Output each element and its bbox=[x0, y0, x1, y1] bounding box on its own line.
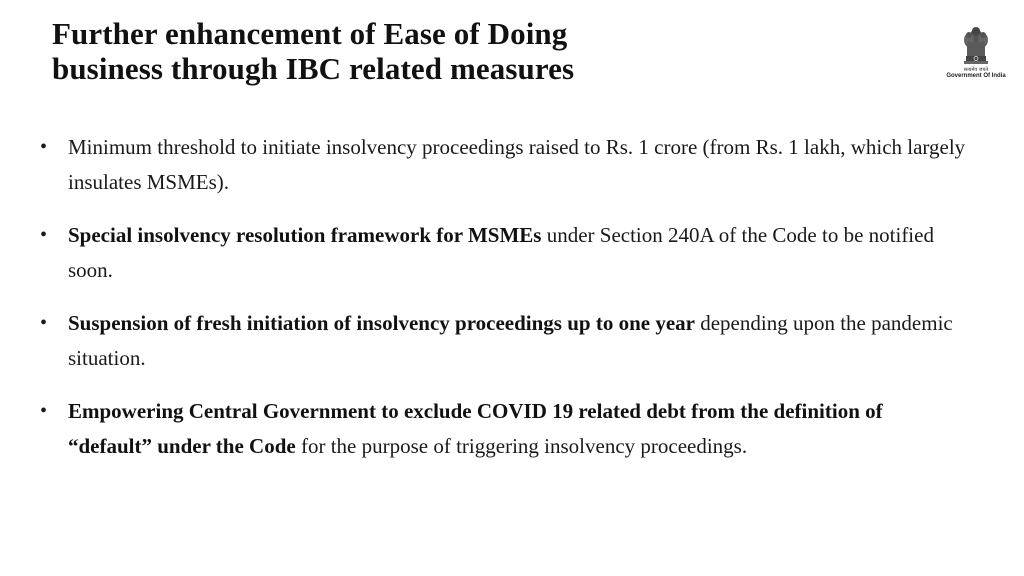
government-emblem bbox=[944, 22, 1008, 92]
emblem-caption: Government Of India bbox=[946, 73, 1006, 79]
ashoka-emblem-icon bbox=[961, 22, 991, 66]
bullet-bold-text: Special insolvency resolution framework for MSMEs bbox=[68, 223, 542, 247]
bullet-marker: • bbox=[40, 400, 48, 422]
slide-title-line-2: business through IBC related measures bbox=[52, 51, 575, 86]
bullet-item bbox=[40, 218, 970, 288]
bullet-bold-text: Suspension of fresh initiation of insolvency proceedings up to one year bbox=[68, 311, 695, 335]
bullet-item bbox=[40, 394, 970, 464]
bullet-text: for the purpose of triggering insolvency proceedings. bbox=[295, 434, 748, 458]
bullet-marker: • bbox=[40, 224, 48, 246]
bullet-bold-text: Empowering Central Government to exclude COVID 19 related debt from the definition of “default” under the Code bbox=[68, 399, 883, 458]
bullet-text: depending upon the pandemic situation. bbox=[68, 311, 953, 370]
bullet-text: Minimum threshold to initiate insolvency proceedings raised to Rs. 1 crore (from Rs. 1 lakh, which largely insulates MSMEs). bbox=[68, 135, 966, 194]
slide-title bbox=[52, 16, 872, 86]
emblem-motto: सत्यमेव जयते bbox=[963, 67, 989, 73]
bullet-list bbox=[40, 130, 970, 482]
bullet-item bbox=[40, 306, 970, 376]
bullet-marker: • bbox=[40, 312, 48, 334]
slide-title-line-1: Further enhancement of Ease of Doing bbox=[52, 16, 568, 51]
bullet-marker: • bbox=[40, 136, 48, 158]
bullet-text: under Section 240A of the Code to be notified soon. bbox=[68, 223, 934, 282]
bullet-item bbox=[40, 130, 970, 200]
